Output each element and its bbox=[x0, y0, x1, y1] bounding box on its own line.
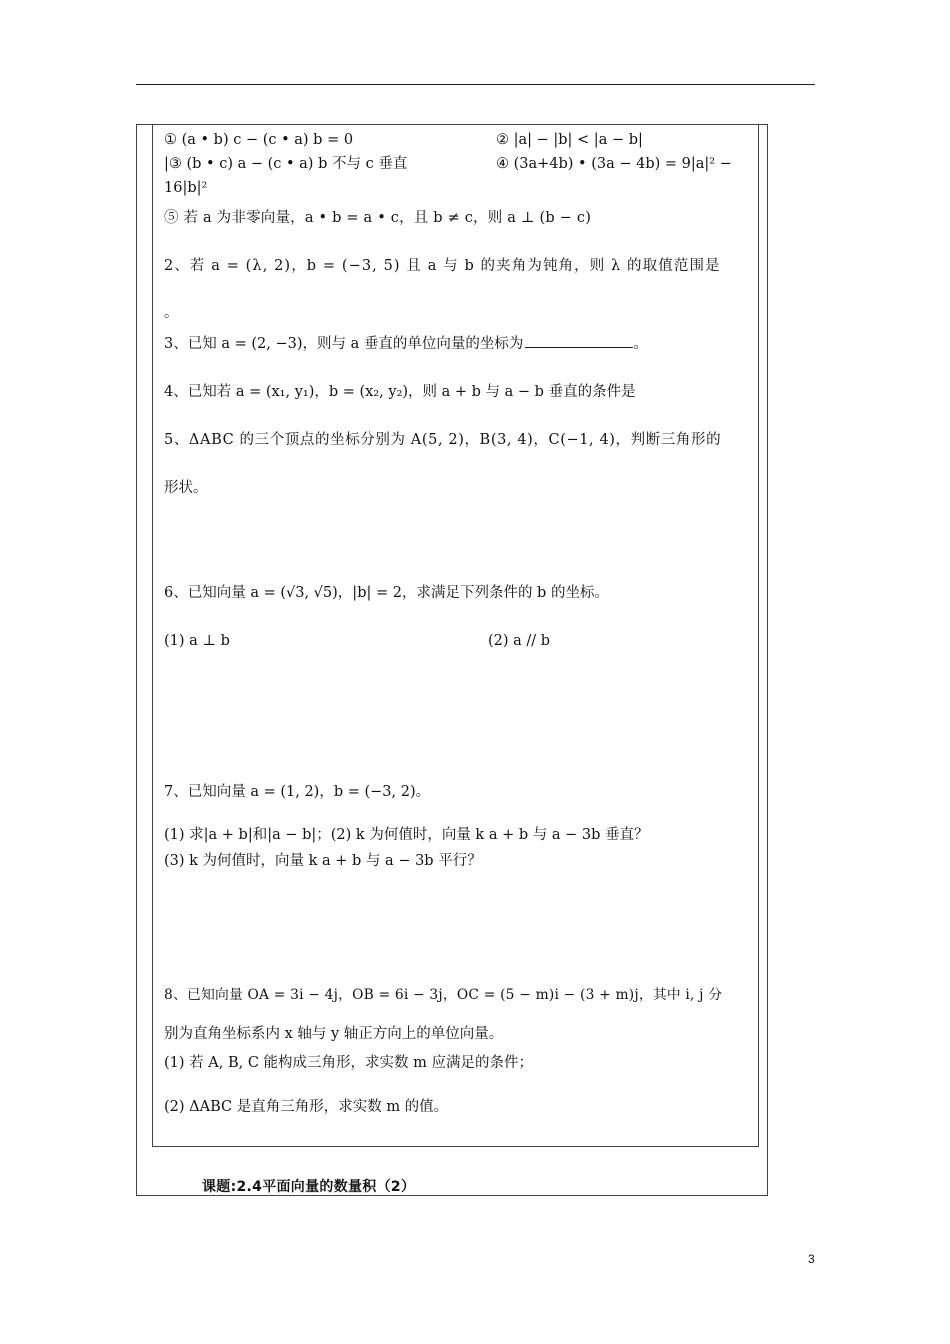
question-8: 8、已知向量 OA = 3i − 4j，OB = 6i − 3j，OC = (5 − m)i − (3 + m)j，其中 i, j 分 bbox=[164, 987, 723, 1003]
question-3-text: 3、已知 a = (2, −3)，则与 a 垂直的单位向量的坐标为 bbox=[164, 336, 524, 352]
question-4: 4、已知若 a = (x₁, y₁)，b = (x₂, y₂)，则 a + b 与 a − b 垂直的条件是 bbox=[164, 384, 636, 400]
question-8-cont: 别为直角坐标系内 x 轴与 y 轴正方向上的单位向量。 bbox=[164, 1026, 504, 1042]
q1-item4-cont: 16|b|² bbox=[164, 180, 208, 196]
question-3-end: 。 bbox=[633, 336, 648, 352]
question-6-part1: (1) a ⊥ b bbox=[164, 633, 230, 649]
question-5: 5、ΔABC 的三个顶点的坐标分别为 A(5, 2)，B(3, 4)，C(−1, 4)，判断三角形的 bbox=[164, 432, 722, 448]
q1-item1: ① (a • b) c − (c • a) b = 0 bbox=[164, 132, 354, 148]
q1-item5: ⑤ 若 a 为非零向量，a • b = a • c，且 b ≠ c，则 a ⊥ (b − c) bbox=[164, 210, 592, 226]
question-5-cont: 形状。 bbox=[164, 480, 208, 496]
answer-blank bbox=[525, 333, 633, 348]
question-3 bbox=[164, 333, 648, 354]
lesson-title: 课题:2.4平面向量的数量积（2） bbox=[202, 1179, 416, 1195]
question-7-part-3: (3) k 为何值时，向量 k a + b 与 a − 3b 平行？ bbox=[164, 853, 482, 869]
page-number: 3 bbox=[808, 1252, 815, 1266]
question-7: 7、已知向量 a = (1, 2)，b = (−3, 2)。 bbox=[164, 784, 431, 800]
question-8-part1: (1) 若 A, B, C 能构成三角形，求实数 m 应满足的条件； bbox=[164, 1055, 533, 1071]
question-7-parts-1-2: (1) 求|a + b|和|a − b|；(2) k 为何值时，向量 k a + b 与 a − 3b 垂直？ bbox=[164, 827, 649, 843]
question-6-part2: (2) a // b bbox=[488, 633, 551, 649]
question-8-part2: (2) ΔABC 是直角三角形，求实数 m 的值。 bbox=[164, 1099, 449, 1115]
question-2-end: 。 bbox=[164, 305, 179, 321]
q1-item2: ② |a| − |b| < |a − b| bbox=[496, 132, 643, 148]
question-6: 6、已知向量 a = (√3, √5)，|b| = 2，求满足下列条件的 b 的坐标。 bbox=[164, 585, 609, 601]
q1-item4: ④ (3a+4b) • (3a − 4b) = 9|a|² − bbox=[496, 156, 732, 172]
question-2: 2、若 a = (λ, 2)，b = (−3, 5) 且 a 与 b 的夹角为钝角，则 λ 的取值范围是 bbox=[164, 258, 721, 274]
header-rule bbox=[136, 84, 815, 85]
q1-item3: |③ (b • c) a − (c • a) b 不与 c 垂直 bbox=[164, 156, 408, 172]
